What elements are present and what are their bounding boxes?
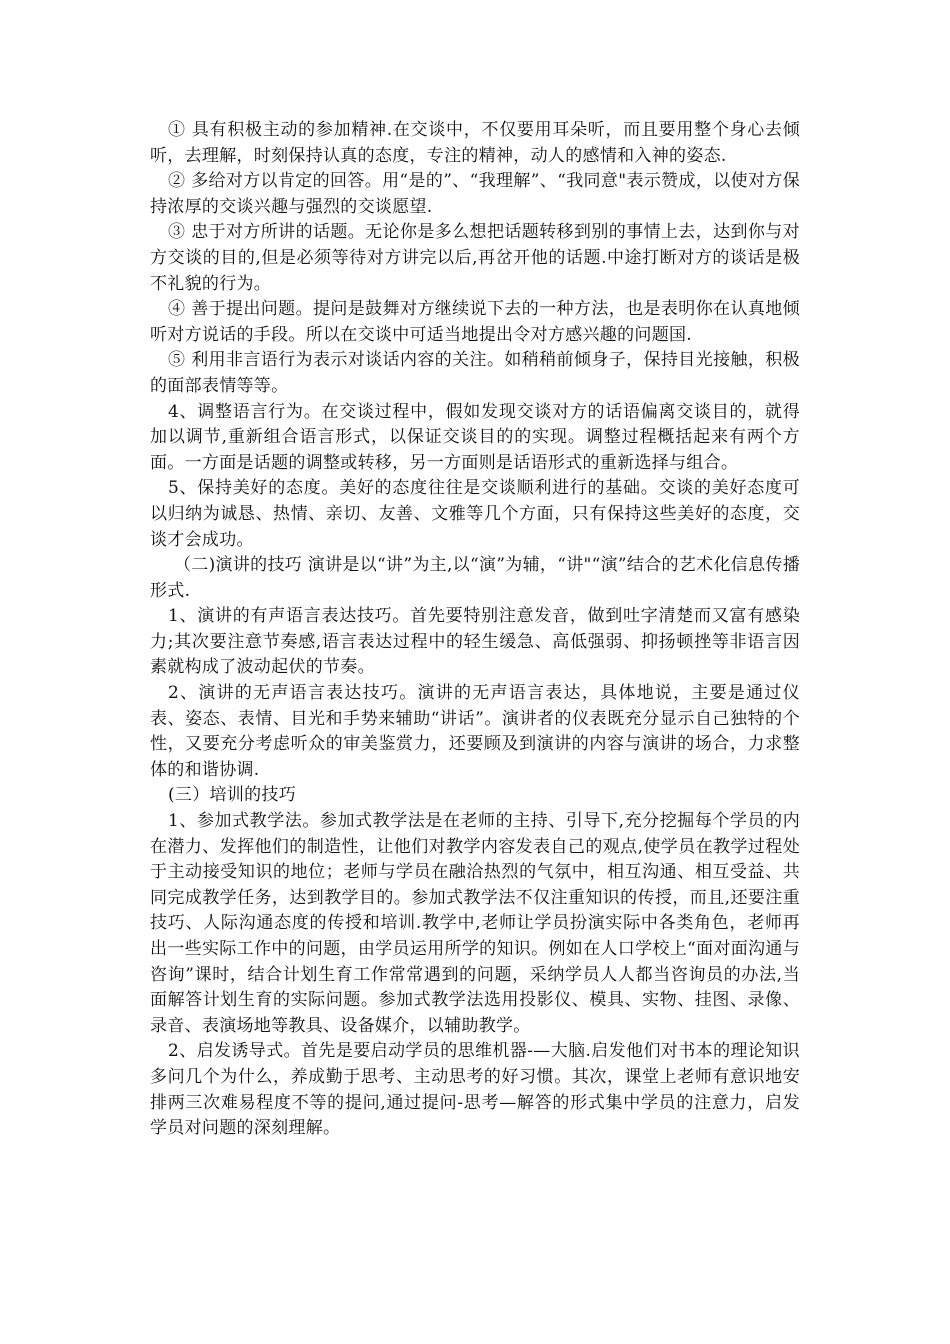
paragraph-participatory-teaching: 1、参加式教学法。参加式教学法是在老师的主持、引导下,充分挖掘每个学员的内在潜力、发挥他们的制造性，让他们对教学内容发表自己的观点,使学员在教学过程处于主动接受知识的地位；老师与学员在融洽热烈的气氛中，相互沟通、相互受益、共同完成教学任务，达到教学目的。参加式教学法不仅注重知识的传授，而且,还要注重技巧、人际沟通态度的传授和培训.教学中,老师让学员扮演实际中各类角色，老师再出一些实际工作中的问题，由学员运用所学的知识。例如在人口学校上“面对面沟通与咨询”课时，结合计划生育工作常常遇到的问题，采纳学员人人都当咨询员的办法,当面解答计划生育的实际问题。参加式教学法选用投影仪、模具、实物、挂图、录像、录音、表演场地等教具、设备媒介，以辅助教学。 <box>150 811 800 1036</box>
paragraph-adjust-language: 4、调整语言行为。在交谈过程中，假如发现交谈对方的话语偏离交谈目的，就得加以调节,重新组合语言形式，以保证交谈目的的实现。调整过程概括起来有两个方面。一方面是话题的调整或转移，另一方面则是话语形式的重新选择与组合。 <box>150 401 800 473</box>
document-page <box>150 118 800 1142</box>
paragraph-speech-voiced: 1、演讲的有声语言表达技巧。首先要特别注意发音，做到吐字清楚而又富有感染力;其次要注意节奏感,语言表达过程中的轻生缓急、高低强弱、抑扬顿挫等非语言因素就构成了波动起伏的节奏。 <box>150 606 800 678</box>
section-heading-speech: （二)演讲的技巧 演讲是以“讲”为主,以“演”为辅，“讲"“演”结合的艺术化信息传播形式. <box>150 555 800 601</box>
paragraph-good-attitude: 5、保持美好的态度。美好的态度往往是交谈顺利进行的基础。交谈的美好态度可以归纳为诚恳、热情、亲切、友善、文雅等几个方面，只有保持这些美好的态度，交谈才会成功。 <box>150 478 800 550</box>
paragraph-listening-1: ① 具有积极主动的参加精神.在交谈中，不仅要用耳朵听，而且要用整个身心去倾听，去理解，时刻保持认真的态度，专注的精神，动人的感情和入神的姿态. <box>150 120 800 166</box>
section-heading-training: (三）培训的技巧 <box>168 785 297 806</box>
paragraph-listening-4: ④ 善于提出问题。提问是鼓舞对方继续说下去的一种方法，也是表明你在认真地倾听对方说话的手段。所以在交谈中可适当地提出令对方感兴趣的问题国. <box>150 299 800 345</box>
paragraph-listening-3: ③ 忠于对方所讲的话题。无论你是多么想把话题转移到别的事情上去，达到你与对方交谈的目的,但是必须等待对方讲完以后,再岔开他的话题.中途打断对方的谈话是极不礼貌的行为。 <box>150 222 800 294</box>
paragraph-listening-2: ② 多给对方以肯定的回答。用“是的”、“我理解”、“我同意"表示赞成，以使对方保持浓厚的交谈兴趣与强烈的交谈愿望. <box>150 171 800 217</box>
paragraph-listening-5: ⑤ 利用非言语行为表示对谈话内容的关注。如稍稍前倾身子，保持目光接触，积极的面部表情等等。 <box>150 350 800 396</box>
paragraph-speech-nonverbal: 2、演讲的无声语言表达技巧。演讲的无声语言表达，具体地说，主要是通过仪表、姿态、表情、目光和手势来辅助“讲话”。演讲者的仪表既充分显示自己独特的个性，又要充分考虑听众的审美鉴赏力，还要顾及到演讲的内容与演讲的场合，力求整体的和谐协调. <box>150 683 800 780</box>
paragraph-heuristic-teaching: 2、启发诱导式。首先是要启动学员的思维机器-—大脑.启发他们对书本的理论知识多问几个为什么，养成勤于思考、主动思考的好习惯。其次，课堂上老师有意识地安排两三次难易程度不等的提问,通过提问-思考—解答的形式集中学员的注意力，启发学员对问题的深刻理解。 <box>150 1041 800 1139</box>
